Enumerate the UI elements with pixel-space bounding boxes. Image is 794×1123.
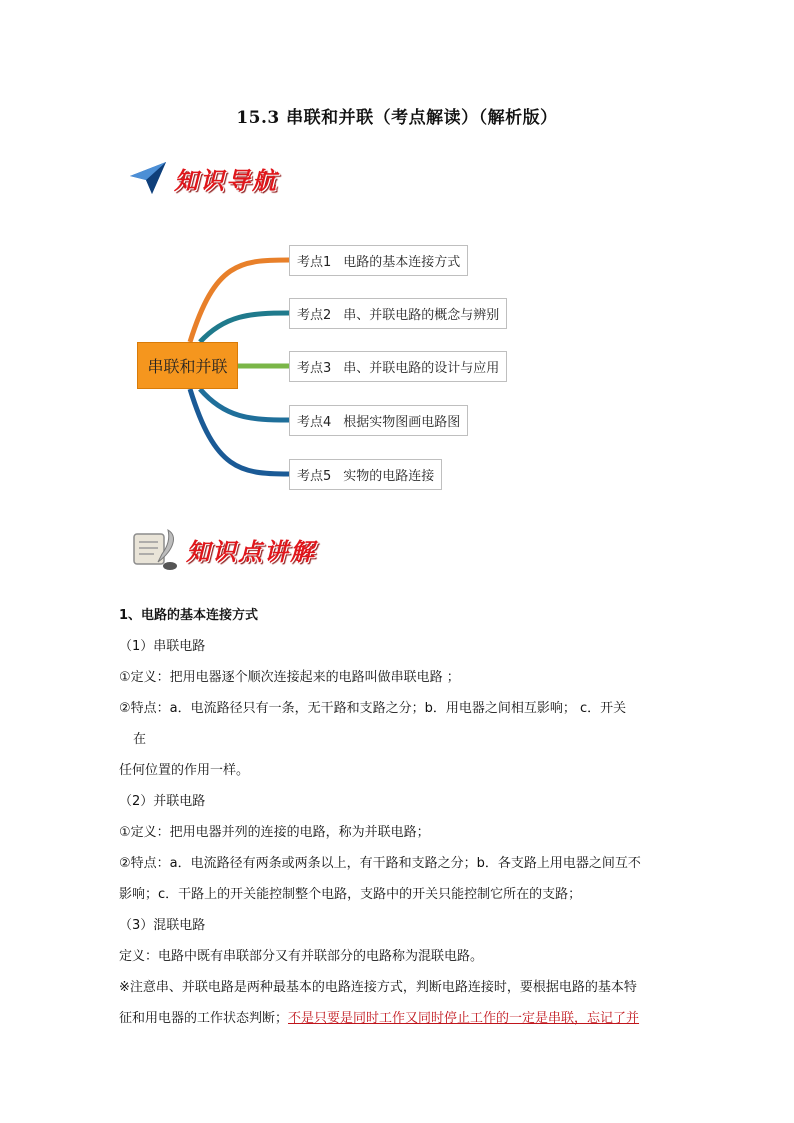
series-features-line1: ②特点：a．电流路径只有一条，无干路和支路之分；b．用电器之间相互影响； c．开关 — [119, 701, 627, 716]
body-content — [119, 600, 679, 1034]
subheading-series: （1）串联电路 — [119, 639, 206, 654]
mindmap-branch-4 — [289, 405, 468, 436]
scroll-quill-icon — [128, 526, 180, 572]
branch-5-connector — [190, 389, 289, 474]
branch-label: 实物的电路连接 — [343, 469, 435, 484]
branch-4-connector — [200, 389, 289, 420]
mixed-definition: 定义：电路中既有串联部分又有并联部分的电路称为混联电路。 — [119, 949, 484, 964]
branch-number: 考点2 — [297, 308, 332, 323]
series-definition: ①定义：把用电器逐个顺次连接起来的电路叫做串联电路 ； — [119, 670, 460, 685]
parallel-features-line1: ②特点：a．电流路径有两条或两条以上，有干路和支路之分；b．各支路上用电器之间互不 — [119, 856, 641, 871]
explain-banner — [128, 526, 316, 572]
note-line2 — [119, 1003, 679, 1034]
branch-label: 电路的基本连接方式 — [343, 255, 461, 270]
parallel-features-line2: 影响；c．干路上的开关能控制整个电路，支路中的开关只能控制它所在的支路； — [119, 887, 582, 902]
branch-label: 串、并联电路的设计与应用 — [343, 361, 500, 376]
subheading-mixed: （3）混联电路 — [119, 918, 206, 933]
mindmap-branch-2 — [289, 298, 507, 329]
mindmap-branch-5 — [289, 459, 442, 490]
branch-1-connector — [190, 260, 289, 342]
branch-label: 根据实物图画电路图 — [343, 415, 461, 430]
branch-number: 考点4 — [297, 415, 332, 430]
series-features-line2: 在 — [133, 732, 147, 747]
nav-banner-text: 知识导航 — [174, 165, 278, 195]
branch-number: 考点5 — [297, 469, 332, 484]
branch-number: 考点3 — [297, 361, 332, 376]
subheading-parallel: （2）并联电路 — [119, 794, 206, 809]
note-highlight-text: 不是只要是同时工作又同时停止工作的一定是串联，忘记了并 — [288, 1011, 640, 1026]
mindmap-branch-1 — [289, 245, 468, 276]
explain-banner-text: 知识点讲解 — [186, 536, 316, 566]
document-title: 15.3 串联和并联（考点解读）（解析版） — [236, 108, 558, 128]
section-heading: 1、电路的基本连接方式 — [119, 608, 259, 623]
branch-label: 串、并联电路的概念与辨别 — [343, 308, 500, 323]
note-line1: ※注意串、并联电路是两种最基本的电路连接方式，判断电路连接时，要根据电路的基本特 — [119, 980, 637, 995]
parallel-definition: ①定义：把用电器并列的连接的电路，称为并联电路； — [119, 825, 430, 840]
branch-number: 考点1 — [297, 255, 332, 270]
series-features-line3: 任何位置的作用一样。 — [119, 763, 250, 778]
note-plain-text: 征和用电器的工作状态判断； — [119, 1011, 289, 1026]
branch-2-connector — [200, 313, 289, 342]
mindmap-branch-3 — [289, 351, 507, 382]
mindmap-center-node: 串联和并联 — [137, 342, 238, 389]
